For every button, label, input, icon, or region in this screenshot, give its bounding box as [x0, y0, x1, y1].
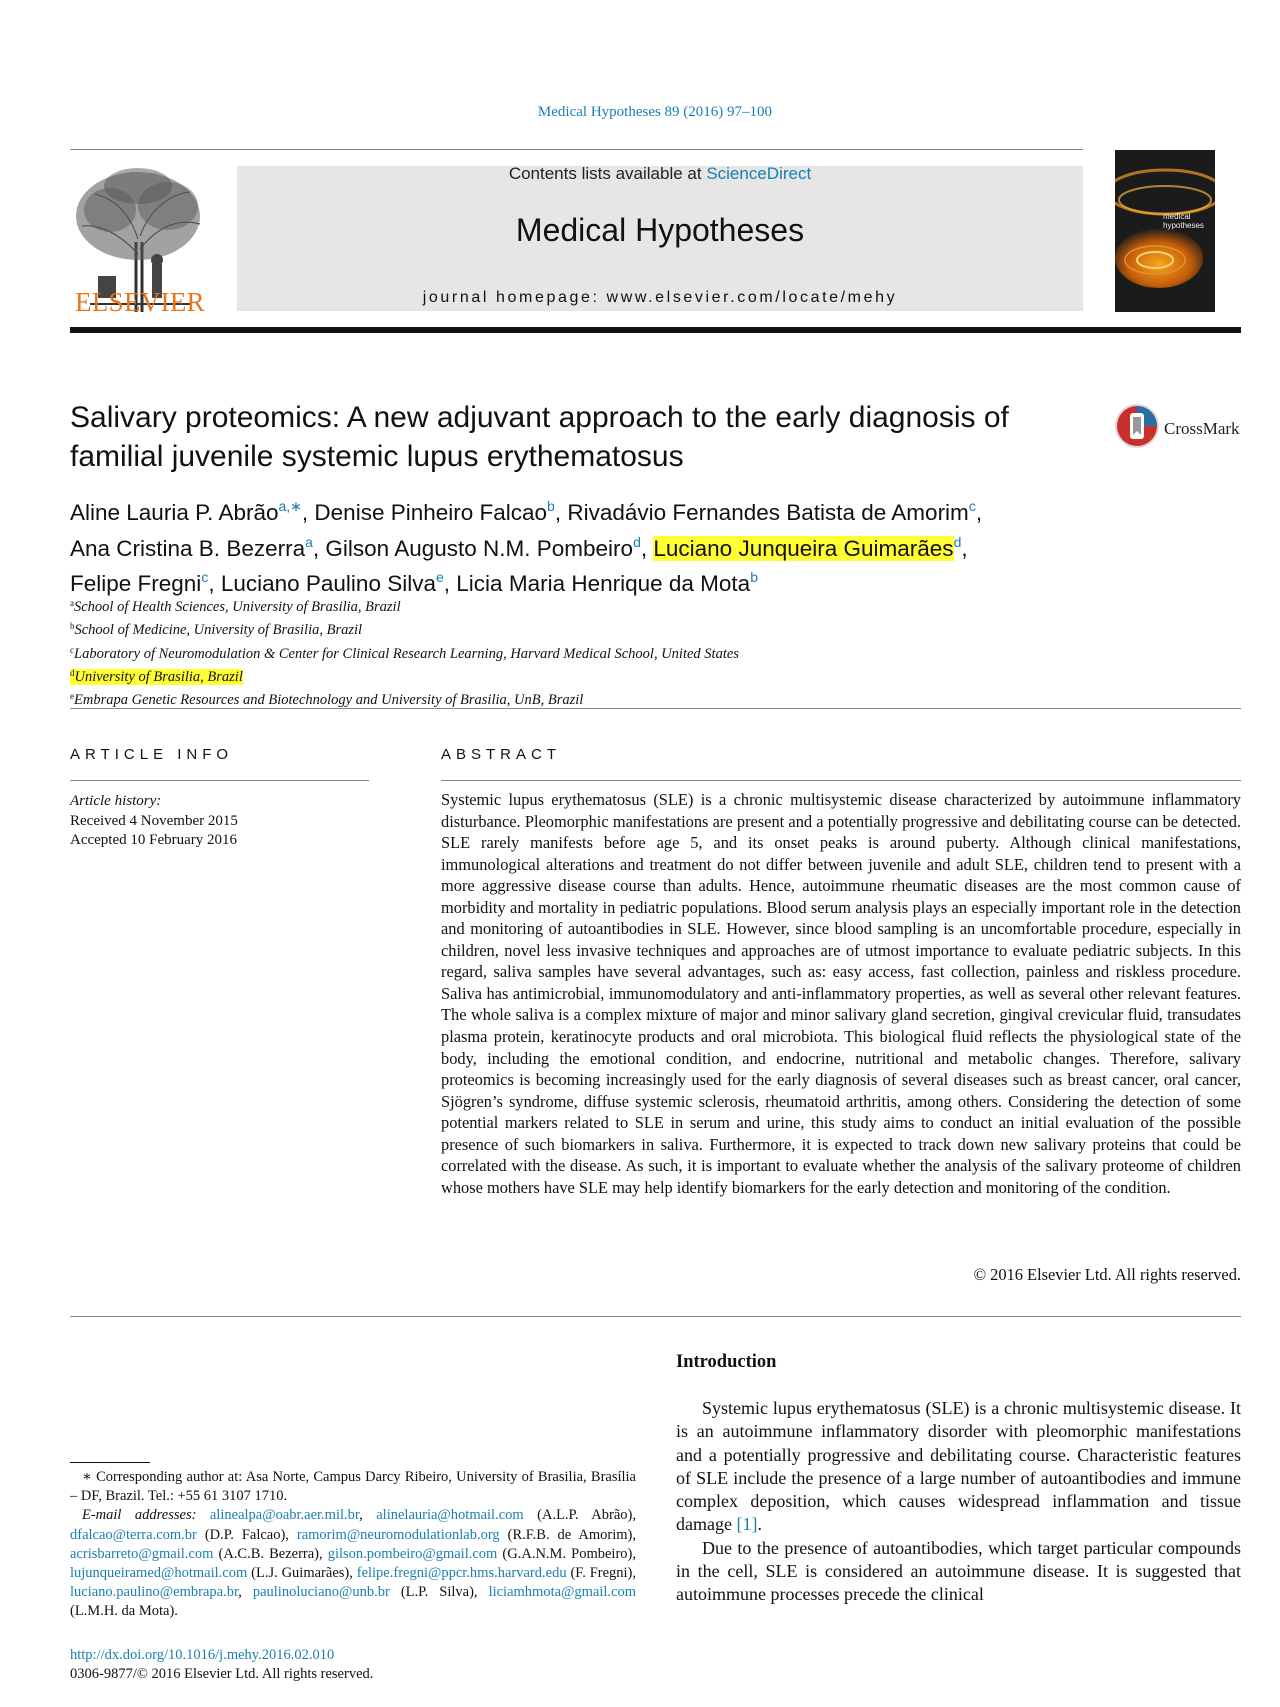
author-affil-marker[interactable]: c — [968, 498, 976, 514]
email-link[interactable]: alinealpa@oabr.aer.mil.br — [209, 1507, 360, 1524]
abstract-bottom-rule — [70, 1316, 1241, 1317]
email-owner: (L.M.H. da Mota). — [70, 1603, 178, 1620]
header-thick-rule — [70, 327, 1241, 333]
article-info-rule — [70, 780, 369, 781]
email-owner: (F. Fregni), — [566, 1565, 637, 1582]
intro-p1-end: . — [757, 1514, 762, 1535]
introduction-body — [676, 1397, 1241, 1607]
affiliation-item — [70, 594, 970, 617]
author-name[interactable]: Felipe Fregni — [70, 571, 202, 596]
email-owner: (G.A.N.M. Pombeiro), — [497, 1545, 636, 1562]
email-link[interactable]: dfalcao@terra.com.br — [70, 1526, 197, 1543]
email-link[interactable]: ramorim@neuromodulationlab.org — [296, 1526, 500, 1543]
doi-block — [70, 1646, 373, 1684]
article-info-heading: ARTICLE INFO — [70, 746, 234, 763]
journal-homepage[interactable]: journal homepage: www.elsevier.com/locate/mehy — [422, 289, 898, 306]
affiliation-key: d — [70, 667, 75, 678]
affiliation-list — [70, 594, 970, 710]
journal-name: Medical Hypotheses — [515, 212, 805, 248]
footnote-rule — [70, 1462, 150, 1463]
author-name[interactable]: Aline Lauria P. Abrão — [70, 500, 279, 525]
affiliation-text: University of Brasilia, Brazil — [74, 668, 243, 685]
email-owner: (A.L.P. Abrão), — [523, 1507, 636, 1524]
affiliation-item — [70, 641, 970, 664]
doi-link[interactable]: http://dx.doi.org/10.1016/j.mehy.2016.02.010 — [70, 1647, 335, 1663]
author-name-highlighted[interactable]: Luciano Junqueira Guimarães — [653, 535, 954, 561]
journal-cover-image — [1115, 150, 1215, 312]
author-sep: , — [554, 500, 568, 525]
email-link[interactable]: alinelauria@hotmail.com — [376, 1507, 524, 1524]
email-owner: (R.F.B. de Amorim), — [499, 1526, 636, 1543]
intro-paragraph-1 — [676, 1397, 1241, 1537]
intro-paragraph-2: Due to the presence of autoantibodies, which target particular compounds in the cell, SLE is considered an autoimmune disease. It is suggested that autoimmune processes precede the clinical — [676, 1537, 1241, 1605]
email-owner: (D.P. Falcao), — [196, 1526, 297, 1543]
affiliation-key: b — [70, 621, 75, 632]
email-addresses — [70, 1506, 636, 1621]
crossmark-label[interactable]: CrossMark — [1164, 419, 1240, 438]
author-affil-marker[interactable]: b — [547, 498, 555, 514]
received-date: Received 4 November 2015 — [70, 812, 238, 829]
reference-link[interactable]: [1] — [736, 1514, 758, 1535]
accepted-date: Accepted 10 February 2016 — [70, 832, 238, 848]
introduction-heading: Introduction — [676, 1352, 777, 1372]
author-sep: , — [443, 571, 457, 596]
author-name[interactable]: Rivadávio Fernandes Batista de Amorim — [567, 500, 969, 525]
article-history — [70, 792, 238, 851]
abstract-copyright: © 2016 Elsevier Ltd. All rights reserved. — [973, 1265, 1241, 1284]
email-link[interactable]: luciano.paulino@embrapa.br — [70, 1584, 239, 1601]
contents-availability — [237, 164, 1083, 184]
author-sep: , — [301, 500, 315, 525]
author-name[interactable]: Licia Maria Henrique da Mota — [456, 571, 751, 596]
affiliation-key: e — [70, 691, 74, 702]
issn-copyright: 0306-9877/© 2016 Elsevier Ltd. All rights reserved. — [70, 1666, 374, 1682]
author-name[interactable]: Luciano Paulino Silva — [220, 571, 436, 596]
author-sep: , — [975, 500, 983, 525]
author-affil-marker[interactable]: b — [750, 569, 758, 585]
author-affil-marker[interactable]: d — [953, 533, 962, 550]
author-affil-marker[interactable]: c — [201, 569, 209, 585]
journal-citation[interactable]: Medical Hypotheses 89 (2016) 97–100 — [537, 104, 773, 120]
email-owner: , — [359, 1507, 377, 1524]
author-affil-marker[interactable]: a,∗ — [278, 498, 302, 514]
affiliation-text: Laboratory of Neuromodulation & Center for Clinical Research Learning, Harvard Medical School, United States — [74, 645, 739, 662]
email-link[interactable]: gilson.pombeiro@gmail.com — [327, 1545, 498, 1562]
article-title: Salivary proteomics: A new adjuvant approach to the early diagnosis of familial juvenile systemic lupus erythematosus — [70, 401, 1009, 473]
author-affil-marker[interactable]: e — [435, 569, 444, 585]
corresponding-author: ∗ Corresponding author at: Asa Norte, Campus Darcy Ribeiro, University of Brasilia, Brasília – DF, Brazil. Tel.: +55 61 3107 1710. — [70, 1469, 636, 1505]
author-list — [70, 492, 1150, 599]
footnote — [70, 1468, 636, 1622]
email-owner: , — [238, 1584, 253, 1601]
author-name[interactable]: Gilson Augusto N.M. Pombeiro — [325, 535, 634, 561]
elsevier-wordmark: ELSEVIER — [75, 287, 205, 317]
abstract-text: Systemic lupus erythematosus (SLE) is a chronic multisystemic disease characterized by autoimmune inflammatory disturbance. Pleomorphic manifestations are present and a potentially progressive and debilitating course can be detected. SLE rarely manifests before age 5, and its onset peaks is around puberty. Although clinical manifestations, immunological alterations and treatment do not differ between juvenile and adult SLE, children tend to present with a more aggressive disease course than adults. Hence, autoimmune rheumatic diseases are the most common cause of morbidity and mortality in pediatric populations. Blood serum analysis plays an especially important role in the detection and monitoring of autoantibodies in SLE. However, since blood sampling is an uncomfortable procedure, especially in children, novel less invasive techniques and approaches are of utmost importance to evaluate pediatric subjects. In this regard, saliva samples have several advantages, such as: easy access, fast collection, painless and riskless procedure. Saliva has antimicrobial, immunomodulatory and anti-inflammatory properties, as well as several other relevant features. The whole saliva is a complex mixture of major and minor salivary gland secretion, gingival crevicular fluid, transudates plasma protein, keratinocyte products and oral microbiota. This biological fluid reflects the physiological state of the body, including the emotional condition, and endocrine, nutritional and metabolic changes. Therefore, salivary proteomics is becoming increasingly used for the early diagnosis of several diseases such as breast cancer, oral cancer, Sjögren’s syndrome, diffuse systemic sclerosis, rheumatoid arthritis, among others. Considering the detection of some potential markers related to SLE in serum and urine, this study aims to conduct an initial evaluation of the possible presence of such biomarkers in saliva. Furthermore, it is expected to track down new salivary proteins that could be correlated with the disease. As such, it is important to evaluate whether the analysis of the salivary proteome of children whose mothers have SLE may help identify biomarkers for the early detection and monitoring of the condition. — [441, 790, 1241, 1197]
affiliation-text: Embrapa Genetic Resources and Biotechnology and University of Brasilia, UnB, Brazil — [74, 692, 584, 709]
crossmark-icon[interactable] — [1113, 402, 1161, 450]
affiliation-highlight — [70, 669, 243, 685]
email-owner: (A.C.B. Bezerra), — [213, 1545, 328, 1562]
cover-title: medical hypotheses — [1163, 212, 1204, 230]
affiliation-text: School of Medicine, University of Brasilia, Brazil — [74, 622, 363, 639]
author-sep: , — [640, 535, 654, 561]
author-sep: , — [961, 535, 968, 561]
author-affil-marker[interactable]: a — [305, 533, 313, 550]
affiliation-text: School of Health Sciences, University of Brasilia, Brazil — [74, 599, 401, 615]
sciencedirect-link[interactable]: ScienceDirect — [706, 164, 812, 183]
cover-art — [1115, 150, 1215, 312]
journal-banner-text — [237, 0, 1083, 320]
author-affil-marker[interactable]: d — [633, 533, 641, 550]
email-link[interactable]: paulinoluciano@unb.br — [252, 1584, 390, 1601]
author-name[interactable]: Denise Pinheiro Falcao — [314, 500, 548, 525]
email-label: E-mail addresses: — [82, 1507, 197, 1524]
author-name[interactable]: Ana Cristina B. Bezerra — [70, 535, 306, 561]
affiliation-item-highlighted — [70, 664, 970, 687]
affiliation-rule — [70, 708, 1241, 709]
affiliation-item — [70, 687, 970, 710]
email-owner: (L.P. Silva), — [389, 1584, 489, 1601]
affiliation-item — [70, 617, 970, 640]
email-link[interactable]: liciamhmota@gmail.com — [488, 1584, 637, 1601]
history-label: Article history: — [70, 793, 162, 809]
abstract-heading: ABSTRACT — [441, 746, 562, 763]
intro-p1-text: Systemic lupus erythematosus (SLE) is a chronic multisystemic disease. It is an autoimmune inflammatory disorder with pleomorphic manifestations and a potentially progressive and debilitating course. Characteristic features of SLE include the presence of a large number of autoantibodies and immune complex deposition, which causes widespread inflammation and tissue damage — [676, 1398, 1241, 1535]
email-link[interactable]: acrisbarreto@gmail.com — [70, 1545, 214, 1562]
abstract-rule — [441, 780, 1241, 781]
contents-prefix: Contents lists available at — [508, 164, 707, 183]
affiliation-key: c — [70, 644, 74, 655]
affiliation-key: a — [70, 598, 74, 608]
email-link[interactable]: lujunqueiramed@hotmail.com — [70, 1565, 248, 1582]
email-link[interactable]: felipe.fregni@ppcr.hms.harvard.edu — [356, 1565, 567, 1582]
email-owner: (L.J. Guimarães), — [247, 1565, 357, 1582]
author-sep: , — [312, 535, 326, 561]
author-sep: , — [208, 571, 221, 596]
